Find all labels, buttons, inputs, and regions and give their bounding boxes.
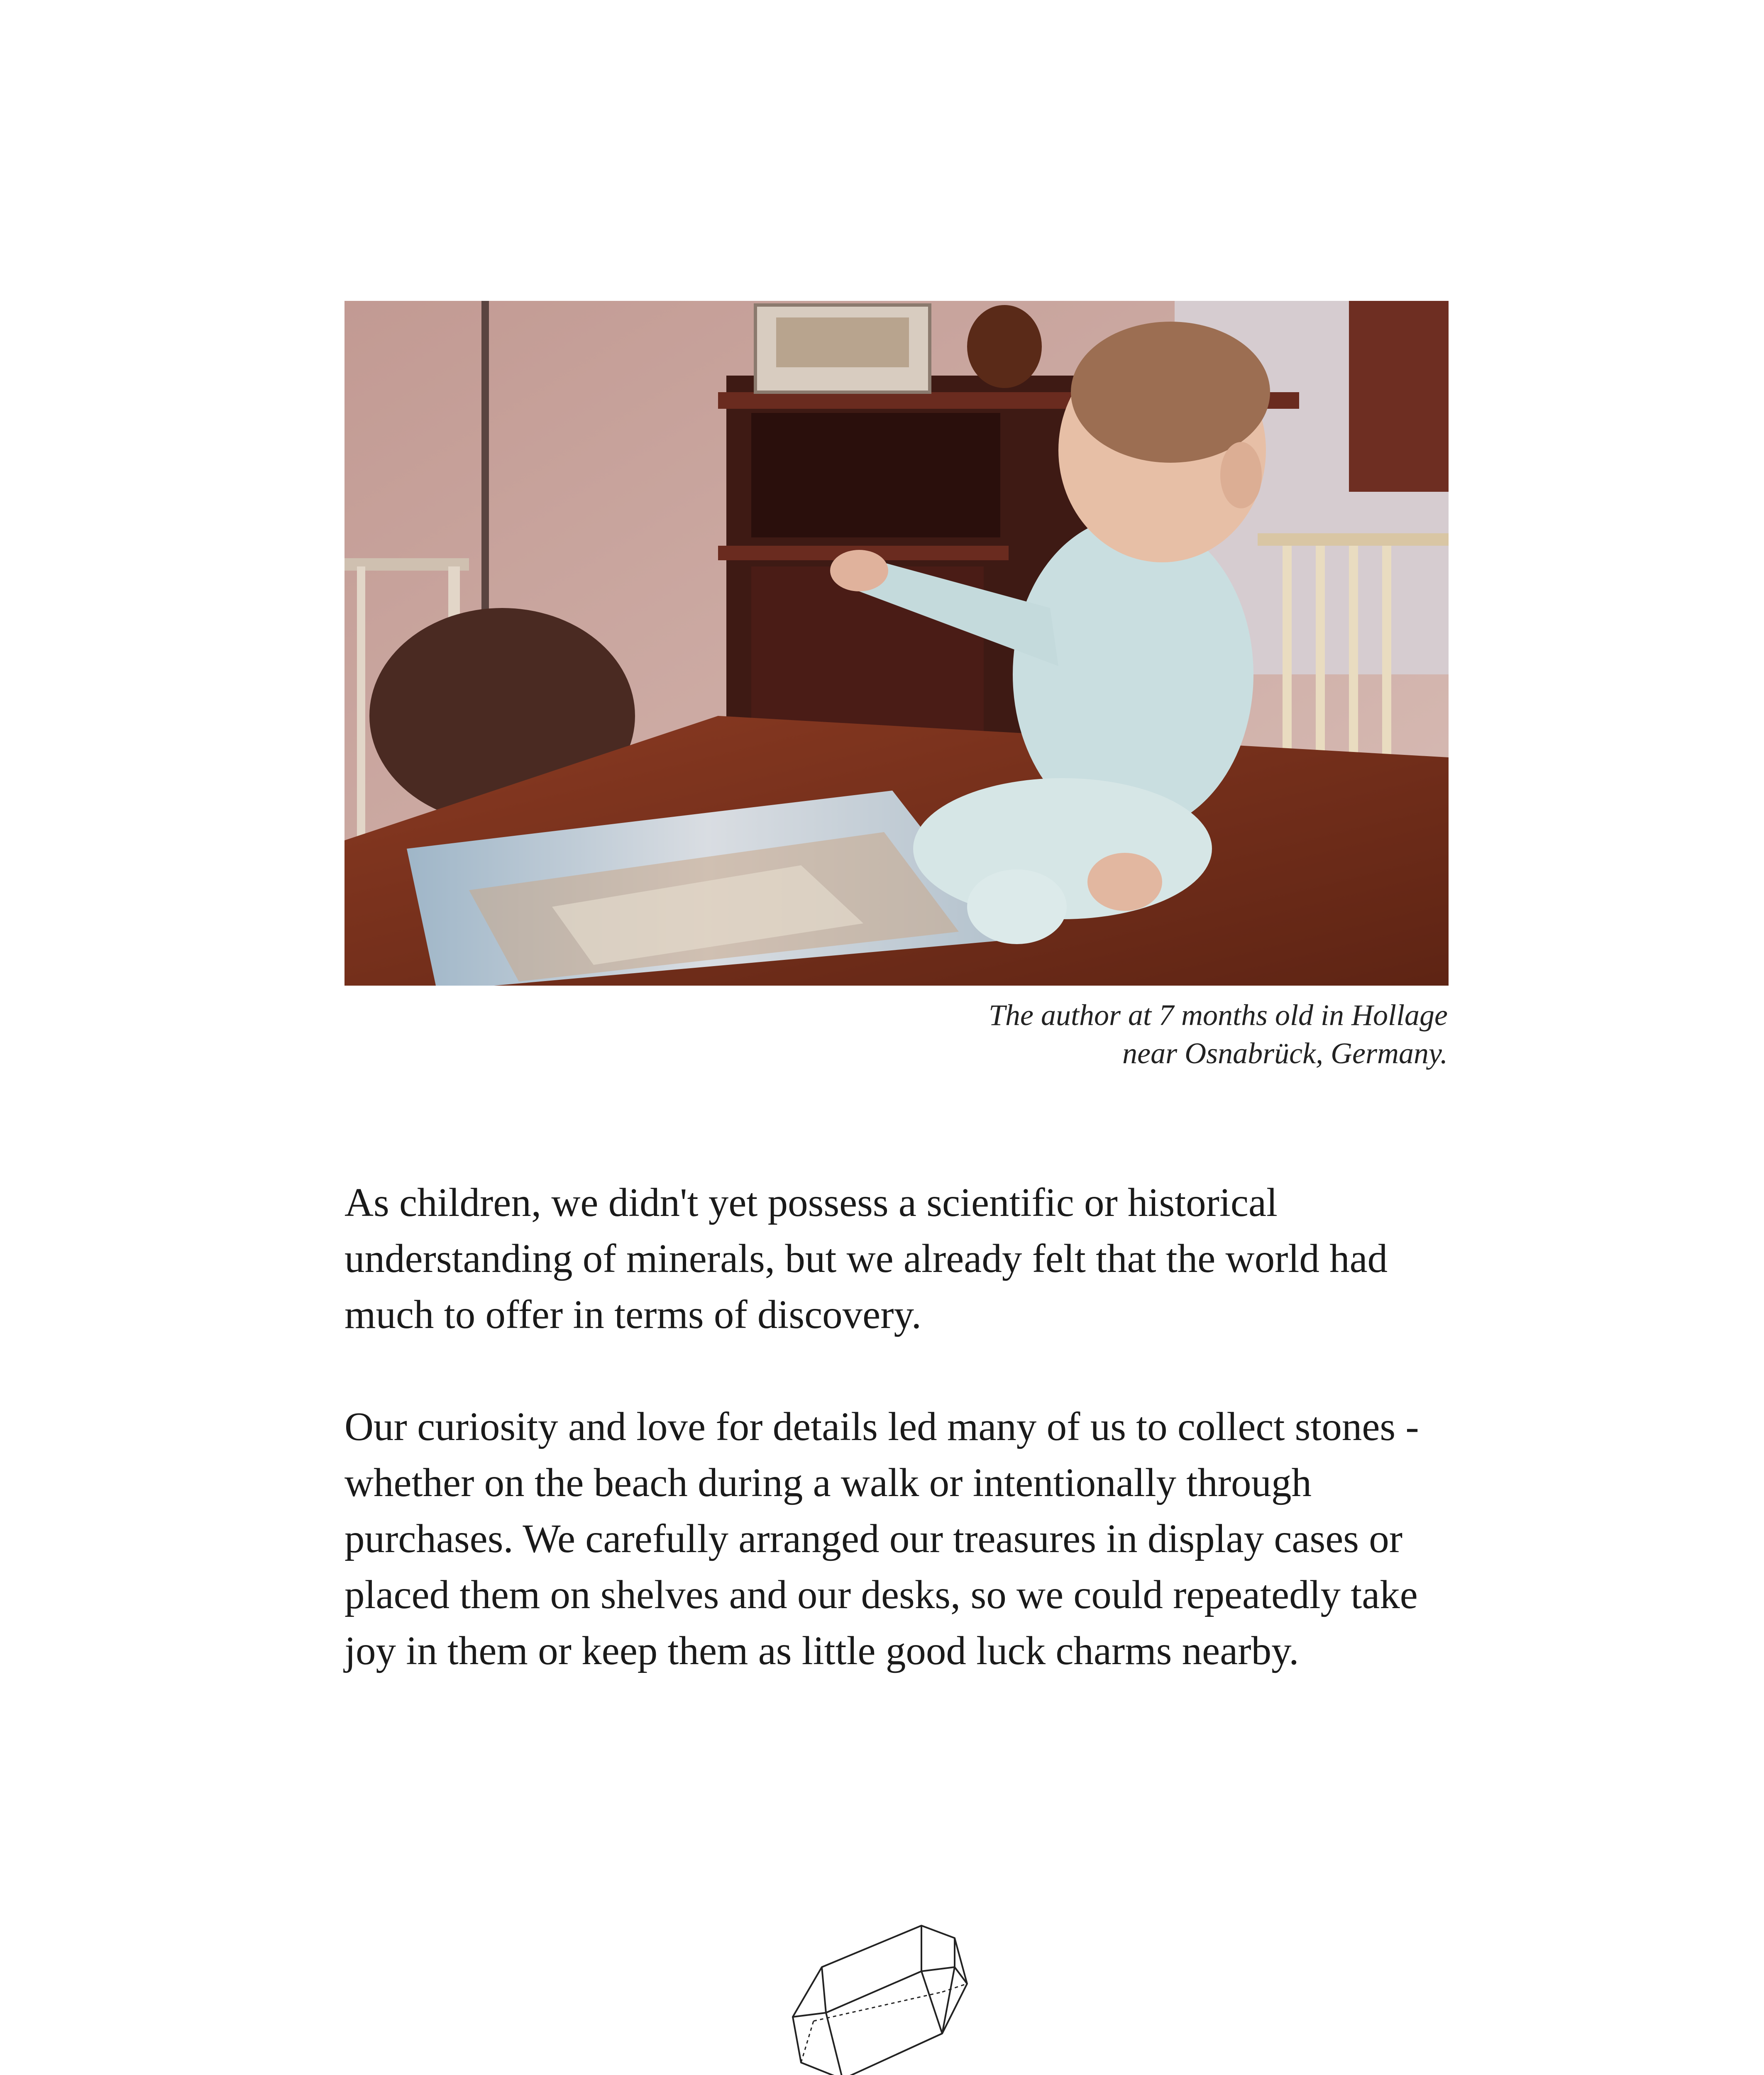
- crystal-icon: [784, 1909, 975, 2075]
- paragraph-2: Our curiosity and love for details led many of us to collect stones - whether on the beach during a walk or intentionally through purchases. We carefully arranged our treasures in display cases or placed them on shelves and our desks, so we could repeatedly take joy in them or keep them as little good luck charms nearby.: [344, 1404, 1419, 1673]
- caption-line-1: The author at 7 months old in Hollage: [988, 998, 1448, 1032]
- caption-line-2: near Osnabrück, Germany.: [1122, 1037, 1448, 1070]
- author-baby-photo: [344, 301, 1449, 986]
- paragraph-1: As children, we didn't yet possess a scientific or historical understanding of minerals, but we already felt that the world had much to offer in terms of discovery.: [344, 1180, 1388, 1337]
- body-text: [344, 1174, 1465, 1735]
- photo-caption: [701, 996, 1448, 1072]
